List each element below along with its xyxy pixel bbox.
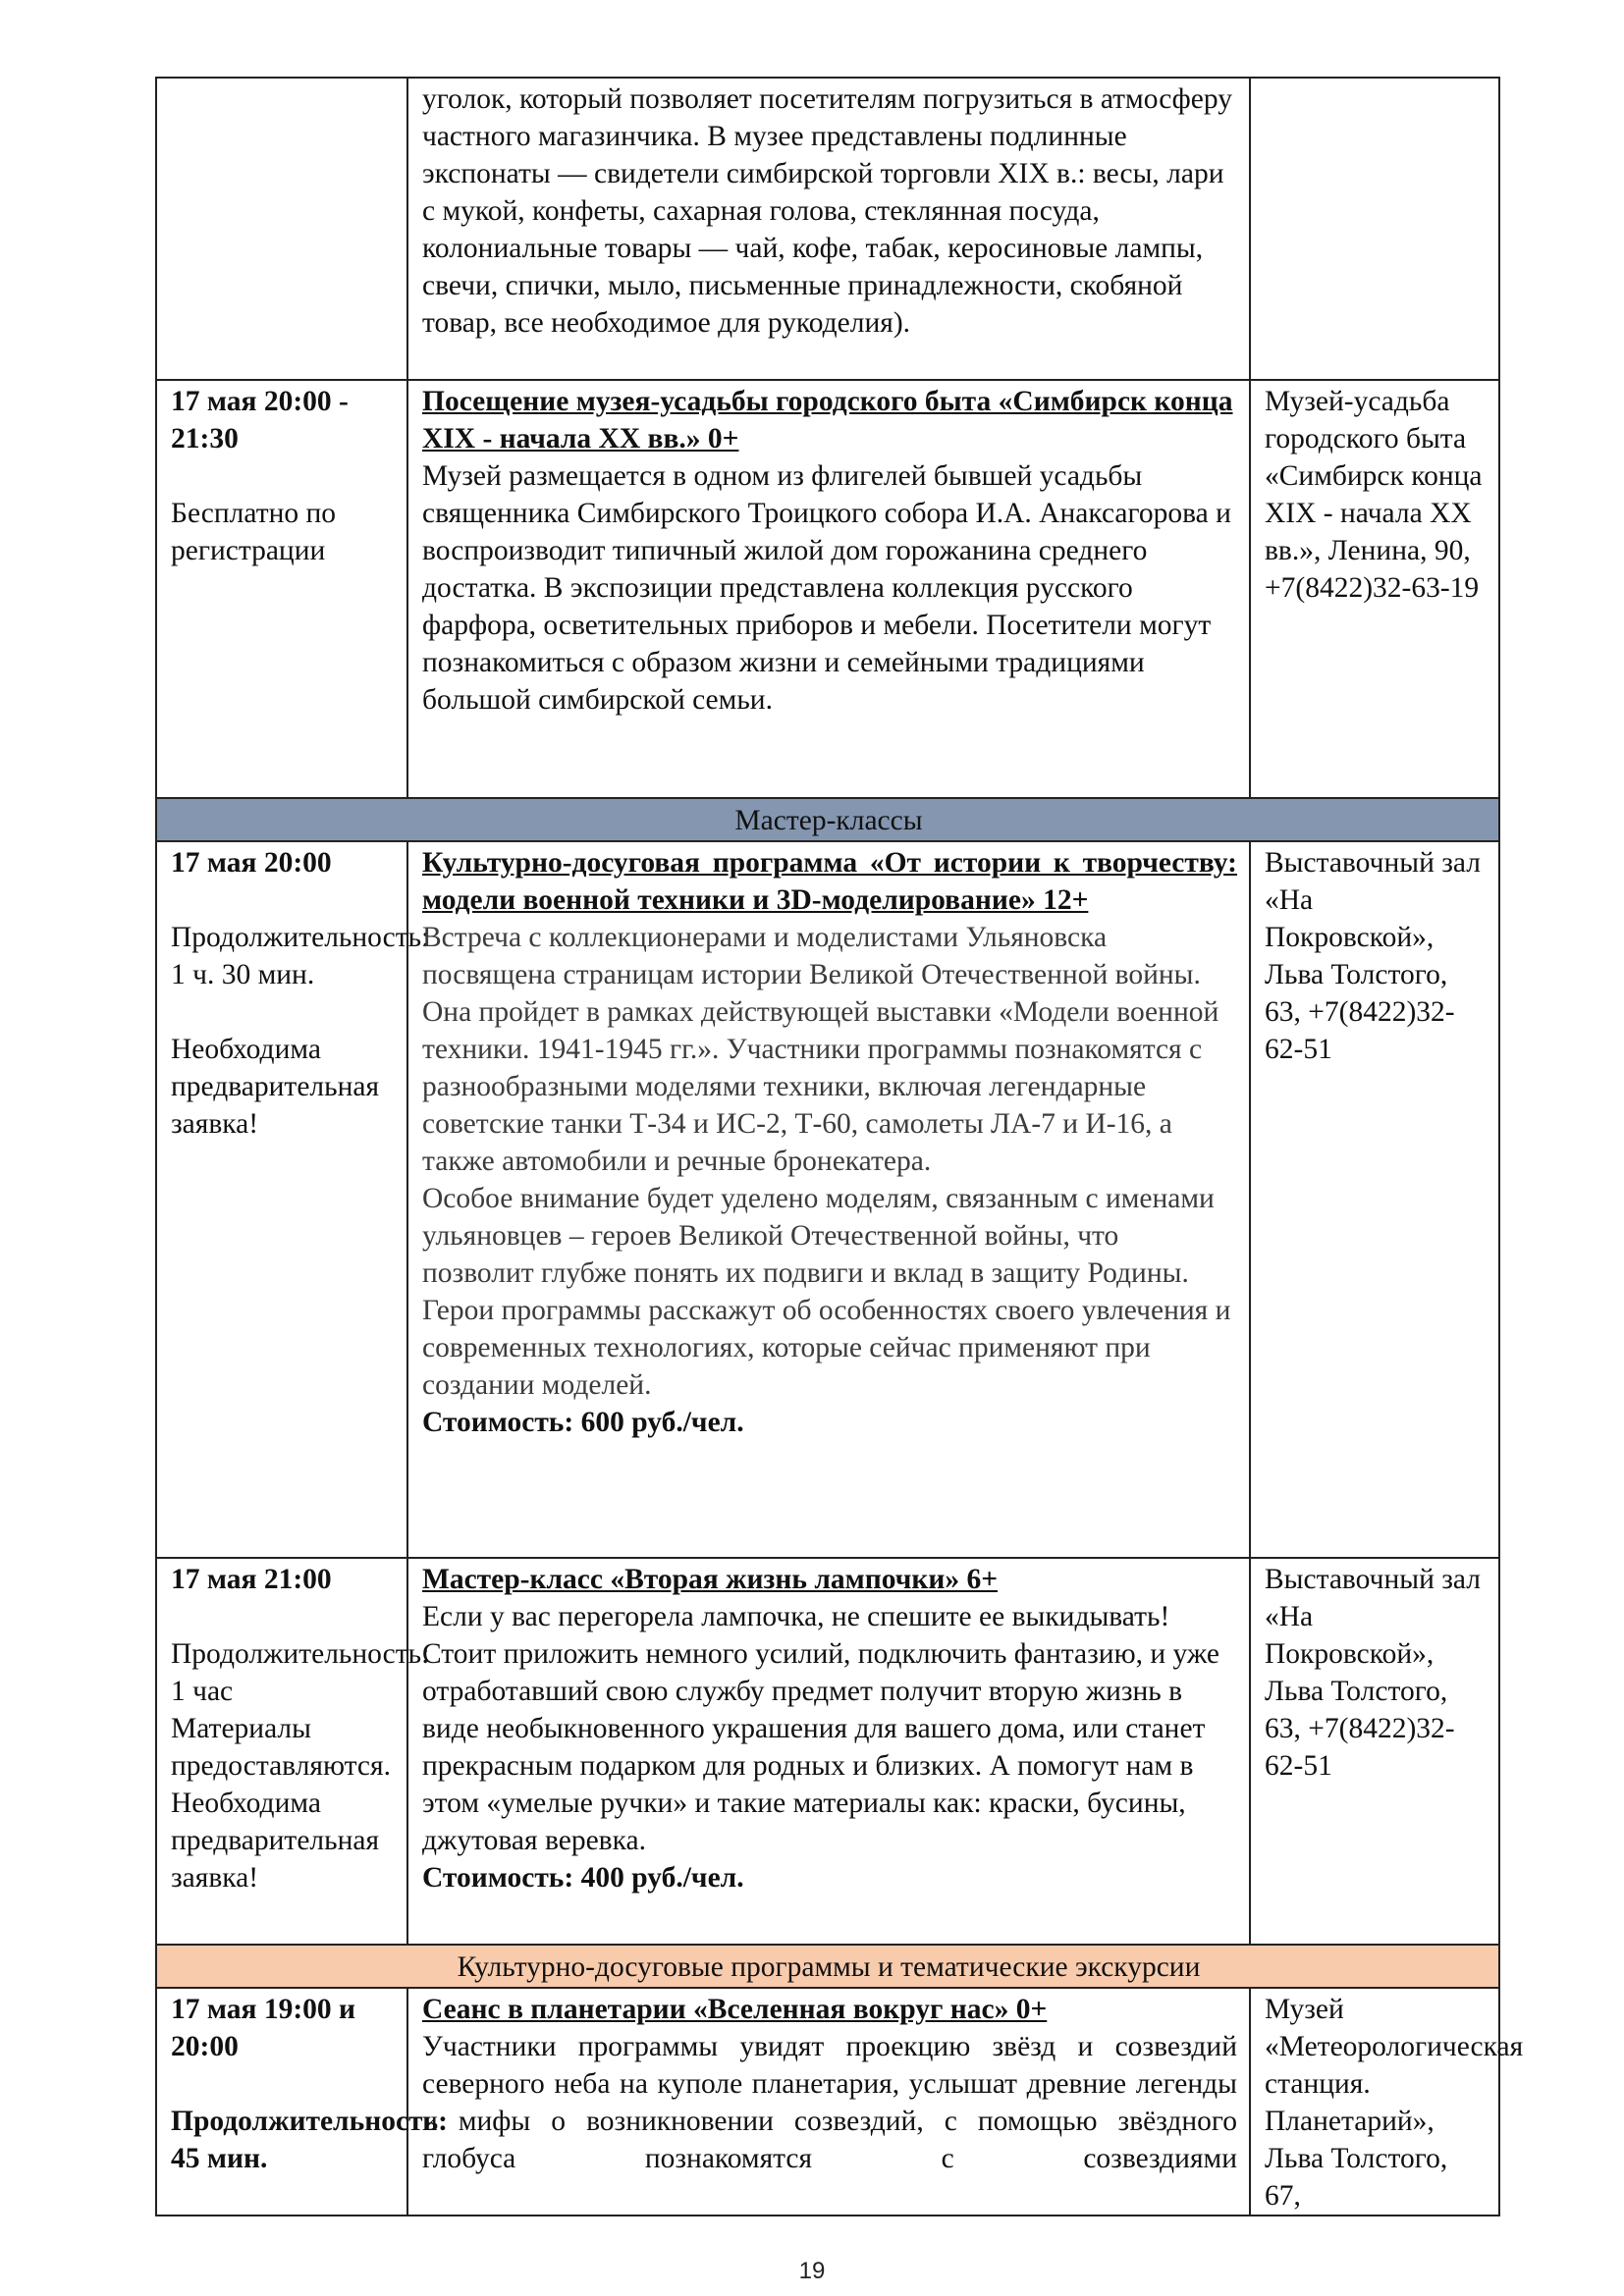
event-place: Музей-усадьба городского быта «Симбирск конца XIX - начала XX вв.», Ленина, 90, +7(8422)32-63-19 [1265, 386, 1483, 604]
event-title: Посещение музея-усадьбы городского быта «Симбирск конца XIX - начала XX вв.» 0+ [422, 386, 1233, 454]
table-row [156, 1988, 1499, 2216]
event-duration: Продолжительность: 1 час [171, 1638, 430, 1707]
time-cell [156, 1558, 430, 1945]
event-title: Культурно-досуговая программа «От истории к творчеству: модели военной техники и 3D-моделирование» 12+ [422, 847, 1237, 916]
event-description: Если у вас перегорела лампочка, не спешите ее выкидывать! Стоит приложить немного усилий, подключить фантазию, и уже отработавший свою службу предмет получит вторую жизнь в виде необыкновенного украшения для вашего дома, или станет прекрасным подарком для родных и близких. А помогут нам в этом «умелые ручки» и такие материалы как: краски, бусины, джутовая веревка. [422, 1601, 1219, 1856]
description-cell [407, 841, 1250, 1558]
event-note: Бесплатно по регистрации [171, 498, 337, 566]
event-title: Мастер-класс «Вторая жизнь лампочки» 6+ [422, 1564, 999, 1595]
description-cell [407, 78, 1250, 380]
description-cell [407, 380, 1250, 798]
event-place: Выставочный зал «На Покровской», Льва Толстого, 63, +7(8422)32-62-51 [1265, 847, 1481, 1065]
event-place: Музей «Метеорологическая станция. Планетарий», Льва Толстого, 67, [1265, 1994, 1524, 2212]
time-cell [156, 1988, 448, 2216]
table-row [156, 841, 1499, 1558]
event-title: Сеанс в планетарии «Вселенная вокруг нас» 0+ [422, 1994, 1048, 2025]
event-note: Необходима предварительная заявка! [171, 1788, 380, 1894]
event-description: Встреча с коллекционерами и моделистами Ульяновска посвящена страницам истории Великой Отечественной войны. Она пройдет в рамках действующей выставки «Модели военной техники. 1941-1945 гг.». Участники программы познакомятся с разнообразными моделями техники, включая легендарные советские танки Т-34 и ИС-2, Т-60, самолеты ЛА-7 и И-16, а также автомобили и речные бронекатера. [422, 922, 1219, 1177]
description-cell [407, 1558, 1250, 1945]
time-cell [156, 380, 407, 798]
event-time: 17 мая 21:00 [171, 1564, 332, 1595]
event-description: Участники программы увидят проекцию звёзд и созвездий северного неба на куполе планетария, услышат древние легенды и мифы о возникновении созвездий, с помощью звёздного глобуса познакомятся с созвездиями [422, 2031, 1237, 2174]
section-header-masterclasses: Мастер-классы [156, 798, 1499, 841]
event-time: 17 мая 19:00 и 20:00 [171, 1994, 356, 2062]
event-duration: Продолжительность: 45 мин. [171, 2106, 448, 2174]
place-cell [1250, 380, 1499, 798]
place-cell [1250, 78, 1499, 380]
place-cell [1250, 1558, 1499, 1945]
section-row [156, 1945, 1499, 1988]
time-cell [156, 841, 430, 1558]
section-header-programs: Культурно-досуговые программы и тематические экскурсии [156, 1945, 1499, 1988]
event-description: Музей размещается в одном из флигелей бывшей усадьбы священника Симбирского Троицкого собора И.А. Анаксагорова и воспроизводит типичный жилой дом горожанина среднего достатка. В экспозиции представлена коллекция русского фарфора, осветительных приборов и мебели. Посетители могут познакомиться с образом жизни и семейными традициями большой симбирской семьи. [422, 460, 1231, 716]
event-description: уголок, который позволяет посетителям погрузиться в атмосферу частного магазинчика. В музее представлены подлинные экспонаты — свидетели симбирской торговли XIX в.: весы, лари с мукой, конфеты, сахарная голова, стеклянная посуда, колониальные товары — чай, кофе, табак, керосиновые лампы, свечи, спички, мыло, письменные принадлежности, скобяной товар, все необходимое для рукоделия). [422, 83, 1232, 339]
page-number: 19 [798, 2258, 826, 2284]
event-time: 17 мая 20:00 - 21:30 [171, 386, 349, 454]
table-row [156, 78, 1499, 380]
table-row [156, 1558, 1499, 1945]
place-cell [1250, 841, 1499, 1558]
time-cell [156, 78, 407, 380]
place-cell [1250, 1988, 1524, 2216]
event-price: Стоимость: 600 руб./чел. [422, 1407, 744, 1438]
event-price: Стоимость: 400 руб./чел. [422, 1862, 744, 1894]
event-note: Необходима предварительная заявка! [171, 1034, 380, 1140]
event-time: 17 мая 20:00 [171, 847, 332, 879]
event-description-extra: Особое внимание будет уделено моделям, связанным с именами ульяновцев – героев Великой Отечественной войны, что позволит глубже понять их подвиги и вклад в защиту Родины. Герои программы расскажут об особенностях своего увлечения и современных технологиях, которые сейчас применяют при создании моделей. [422, 1183, 1231, 1401]
event-materials: Материалы предоставляются. [171, 1713, 391, 1782]
table-row [156, 380, 1499, 798]
section-row [156, 798, 1499, 841]
event-place: Выставочный зал «На Покровской», Льва Толстого, 63, +7(8422)32-62-51 [1265, 1564, 1481, 1782]
description-cell [407, 1988, 1250, 2216]
event-duration: Продолжительность: 1 ч. 30 мин. [171, 922, 430, 990]
schedule-table [155, 77, 1524, 2216]
